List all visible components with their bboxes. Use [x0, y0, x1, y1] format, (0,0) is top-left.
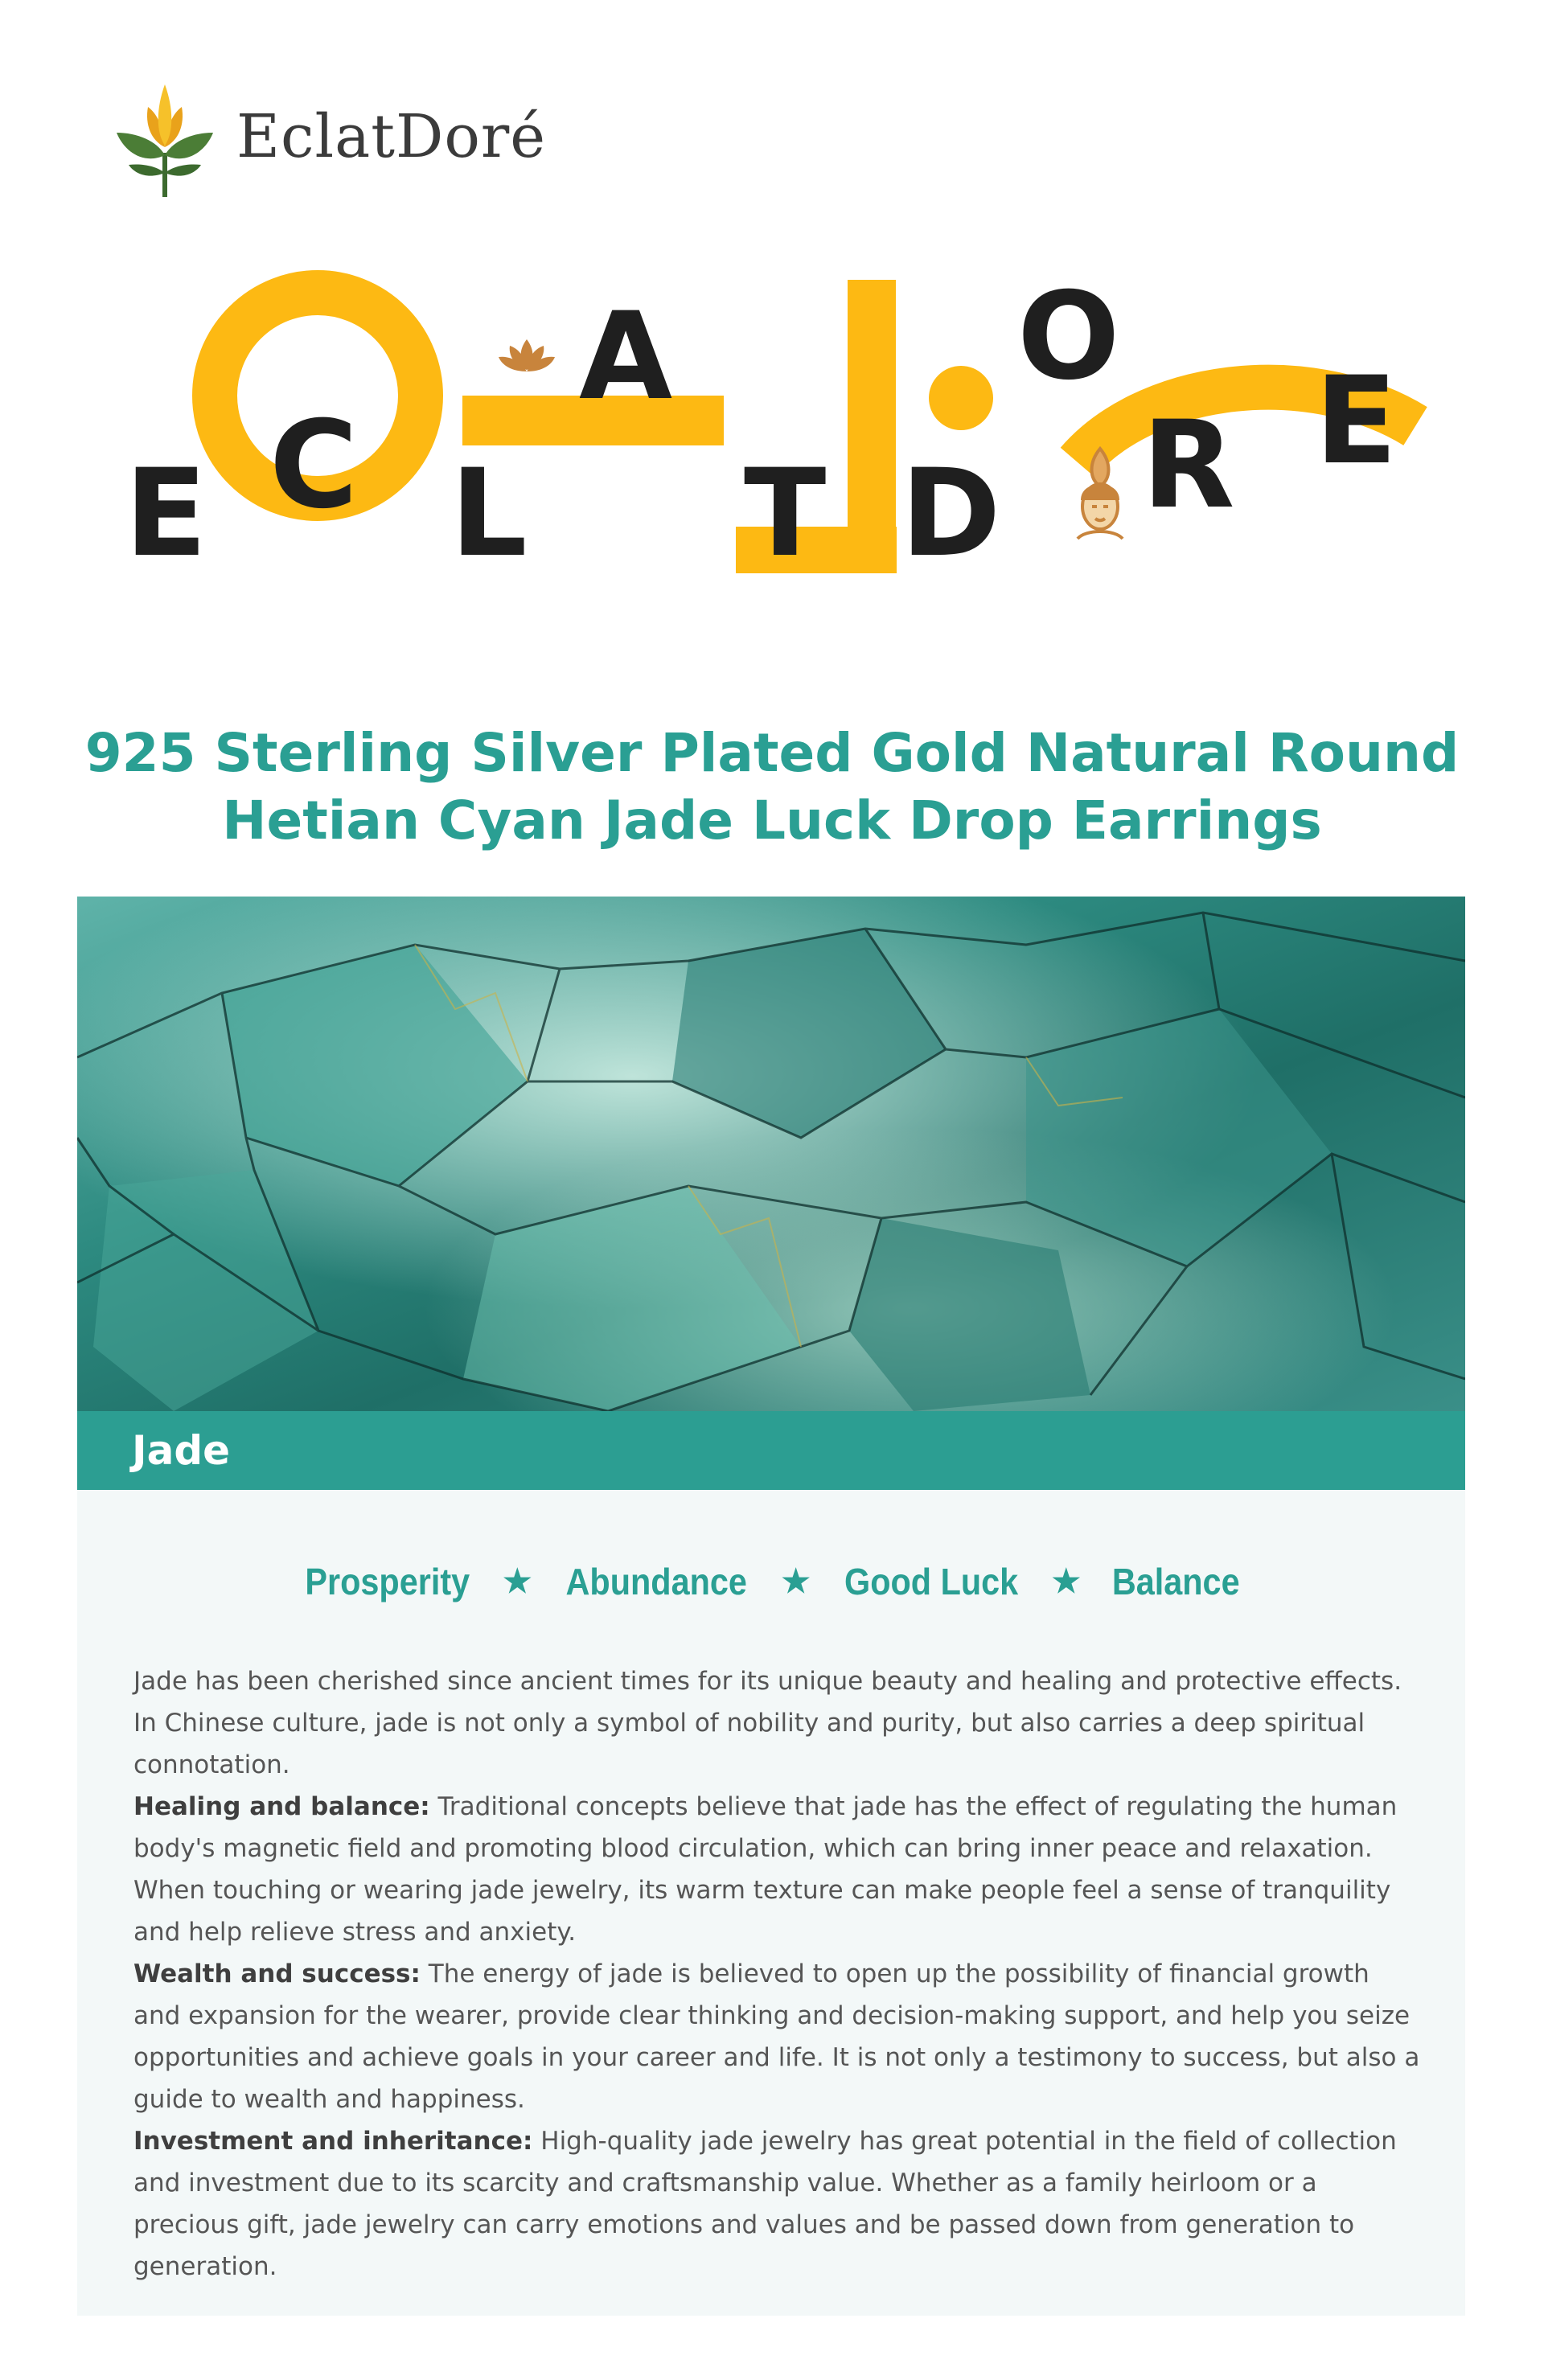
keyword-abundance: Abundance	[565, 1561, 748, 1602]
benefit-paragraph	[133, 1953, 1420, 2120]
benefit-text: High-quality jade jewelry has great potential in the field of collection and investment due to its scarcity and craftsmanship value. Whether as a family heirloom or a precious gift, jade jewelry can carry emotions and values and be passed down from generation to generation.	[133, 2127, 1397, 2281]
keyword-good-luck: Good Luck	[844, 1561, 1018, 1602]
section-header-band	[77, 1411, 1465, 1490]
benefit-heading: Wealth and success:	[133, 1959, 421, 1988]
brand-hero-graphic	[113, 265, 1448, 587]
star-icon: ★	[781, 1564, 811, 1599]
intro-paragraph: Jade has been cherished since ancient times for its unique beauty and healing and protective effects. In Chinese culture, jade is not only a symbol of nobility and purity, but also carries a deep spiritual connotation.	[133, 1667, 1402, 1779]
lotus-leaf-icon	[113, 76, 217, 197]
brand-logo	[113, 76, 546, 197]
keyword-balance: Balance	[1111, 1561, 1240, 1602]
keyword-prosperity: Prosperity	[305, 1561, 470, 1602]
star-icon: ★	[1051, 1564, 1081, 1599]
hero-letter-e2: E	[1315, 351, 1398, 491]
hero-letter-l: L	[450, 444, 528, 584]
product-title	[0, 720, 1544, 855]
hero-dot	[929, 366, 993, 430]
keyword-row	[77, 1560, 1465, 1603]
benefit-paragraph	[133, 2120, 1420, 2288]
benefit-paragraph	[133, 1786, 1420, 1953]
jade-info-card	[77, 897, 1465, 2316]
product-title-line-1: 925 Sterling Silver Plated Gold Natural Round	[84, 722, 1460, 784]
hero-letter-r: R	[1142, 396, 1235, 536]
hero-letter-a: A	[579, 287, 673, 427]
hero-letter-e1: E	[125, 444, 207, 584]
hero-letter-t: T	[744, 444, 827, 584]
jade-stone-image	[77, 897, 1465, 1411]
lotus-icon	[499, 339, 555, 371]
benefit-heading: Healing and balance:	[133, 1792, 430, 1821]
section-label: Jade	[132, 1427, 231, 1474]
hero-letter-o: O	[1017, 267, 1120, 407]
product-title-line-2: Hetian Cyan Jade Luck Drop Earrings	[222, 790, 1322, 851]
hero-letter-d: D	[901, 444, 1001, 584]
star-icon: ★	[503, 1564, 532, 1599]
benefit-heading: Investment and inheritance:	[133, 2127, 533, 2156]
benefit-text: Traditional concepts believe that jade has the effect of regulating the human body's magnetic field and promoting blood circulation, which can bring inner peace and relaxation. When touching or wearing jade jewelry, its warm texture can make people feel a sense of tranquility and help relieve stress and anxiety.	[133, 1792, 1398, 1947]
benefit-text: The energy of jade is believed to open up the possibility of financial growth and expansion for the wearer, provide clear thinking and decision-making support, and help you seize opportunities and achieve goals in your career and life. It is not only a testimony to success, but also a guide to wealth and happiness.	[133, 1959, 1420, 2114]
hero-letter-c: C	[269, 396, 359, 536]
jade-description	[133, 1660, 1420, 2288]
brand-name: EclatDoré	[236, 102, 547, 171]
